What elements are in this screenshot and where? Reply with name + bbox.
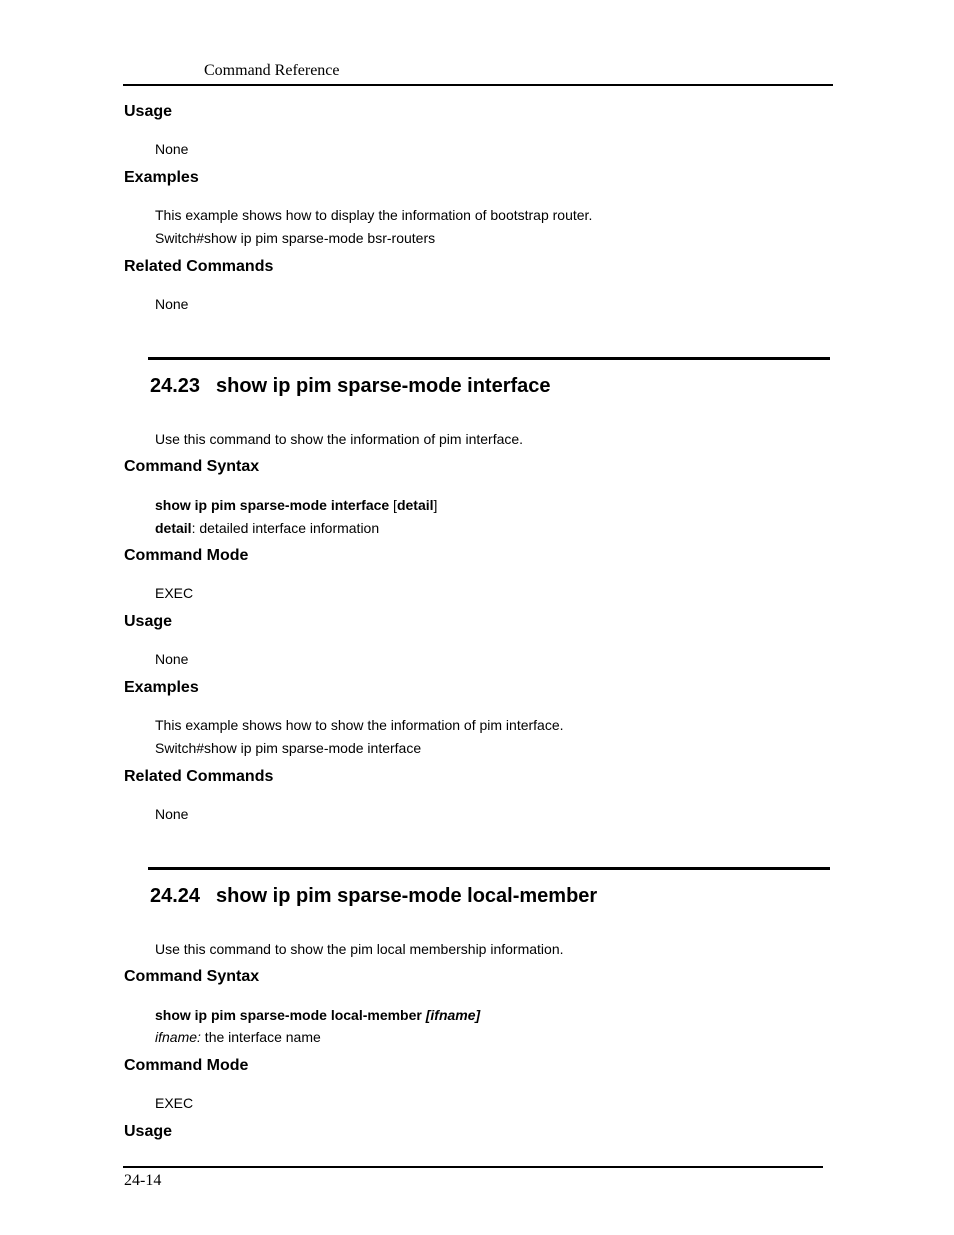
section-rule xyxy=(148,867,830,870)
syntax-bracket-close: ] xyxy=(433,497,438,513)
section-title: show ip pim sparse-mode interface xyxy=(216,375,551,397)
usage-text: None xyxy=(155,141,189,157)
parameter-description xyxy=(155,520,379,536)
syntax-command: show ip pim sparse-mode local-member xyxy=(155,1007,426,1023)
example-command: Switch#show ip pim sparse-mode bsr-routers xyxy=(155,230,436,246)
footer-rule xyxy=(123,1166,823,1168)
related-commands-text: None xyxy=(155,296,189,312)
section-title: show ip pim sparse-mode local-member xyxy=(216,885,598,907)
page-header-title: Command Reference xyxy=(204,62,340,79)
example-description: This example shows how to display the information of bootstrap router. xyxy=(155,207,593,223)
command-syntax-line xyxy=(155,497,437,513)
parameter-name: detail xyxy=(155,520,192,536)
syntax-bracket-open: [ xyxy=(389,497,397,513)
section-heading xyxy=(150,375,551,398)
command-mode-text: EXEC xyxy=(155,585,194,601)
related-commands-text: None xyxy=(155,806,189,822)
syntax-parameter: detail xyxy=(396,497,434,513)
section-rule xyxy=(148,357,830,360)
parameter-name: ifname: xyxy=(155,1029,201,1045)
section-intro: Use this command to show the pim local membership information. xyxy=(155,941,564,957)
usage-heading: Usage xyxy=(124,103,173,120)
usage-heading: Usage xyxy=(124,1123,173,1140)
examples-heading: Examples xyxy=(124,679,199,696)
section-heading xyxy=(150,885,597,908)
section-number: 24.23 xyxy=(150,375,201,397)
usage-heading: Usage xyxy=(124,613,173,630)
parameter-description xyxy=(155,1029,321,1045)
command-mode-text: EXEC xyxy=(155,1095,194,1111)
page-number: 24-14 xyxy=(124,1172,162,1189)
command-mode-heading: Command Mode xyxy=(124,1057,249,1074)
examples-heading: Examples xyxy=(124,169,199,186)
related-commands-heading: Related Commands xyxy=(124,258,274,275)
syntax-parameter: [ifname] xyxy=(425,1007,481,1023)
parameter-text: : detailed interface information xyxy=(191,520,380,536)
header-rule xyxy=(123,84,833,86)
section-intro: Use this command to show the information of pim interface. xyxy=(155,431,524,447)
parameter-text: the interface name xyxy=(200,1029,321,1045)
example-command: Switch#show ip pim sparse-mode interface xyxy=(155,740,422,756)
related-commands-heading: Related Commands xyxy=(124,768,274,785)
syntax-command: show ip pim sparse-mode interface xyxy=(155,497,390,513)
command-mode-heading: Command Mode xyxy=(124,547,249,564)
usage-text: None xyxy=(155,651,189,667)
command-syntax-heading: Command Syntax xyxy=(124,968,260,985)
command-syntax-line xyxy=(155,1007,480,1023)
section-number: 24.24 xyxy=(150,885,201,907)
command-syntax-heading: Command Syntax xyxy=(124,458,260,475)
example-description: This example shows how to show the information of pim interface. xyxy=(155,717,564,733)
